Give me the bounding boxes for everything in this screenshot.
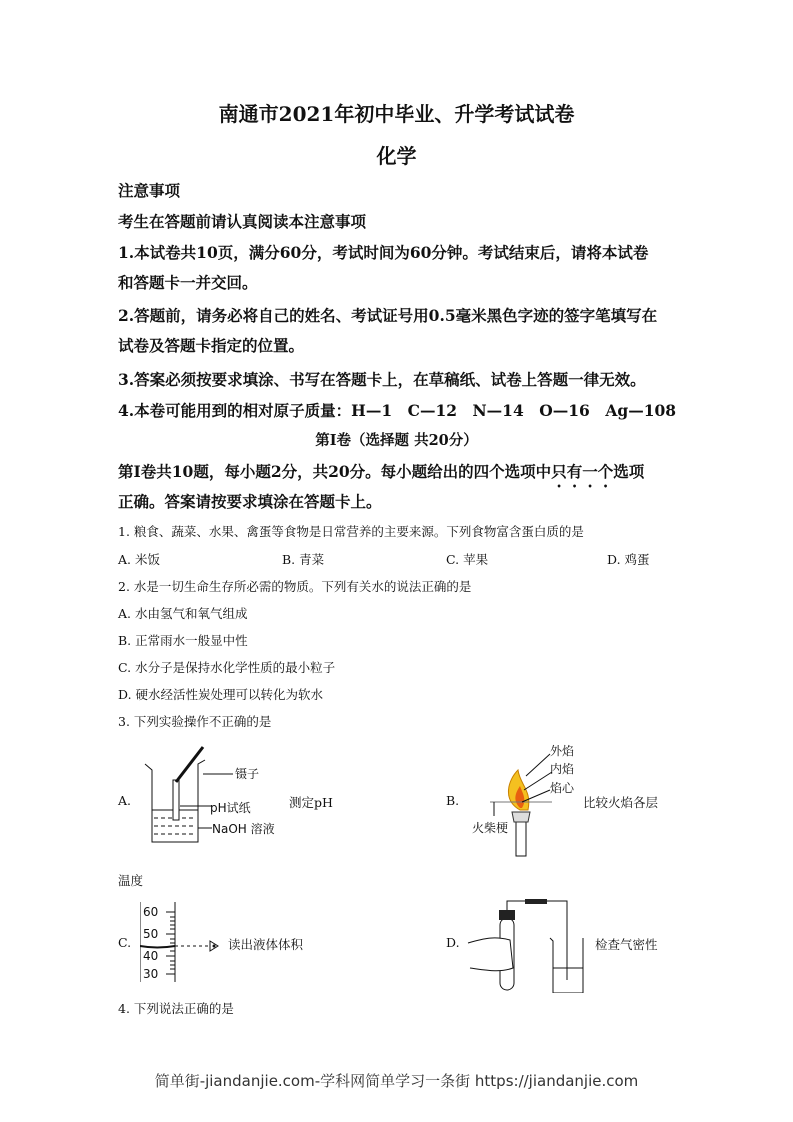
section-desc-2: 正确。答案请按要求填涂在答题卡上。 (118, 492, 382, 511)
tick-40: 40 (143, 949, 159, 963)
q3-option-c-letter: C. (118, 935, 132, 950)
notice-item: 试卷及答题卡指定的位置。 (118, 336, 305, 355)
notice-item: 和答题卡一并交回。 (118, 273, 258, 292)
label-matchstick: 火柴梗 (472, 821, 509, 835)
tick-50: 50 (143, 927, 159, 941)
q3-option-a-letter: A. (118, 793, 132, 808)
notice-item: 1.本试卷共10页，满分60分，考试时间为60分钟。考试结束后，请将本试卷 (118, 243, 649, 262)
q1-option-d: D. 鸡蛋 (607, 552, 650, 567)
q3-option-b-caption: 比较火焰各层 (583, 795, 659, 810)
q3-option-c-caption: 读出液体体积 (228, 937, 304, 952)
q2-option-a: A. 水由氢气和氧气组成 (118, 606, 248, 621)
q3-option-a-caption: 测定pH (289, 795, 333, 810)
q3-extra-text: 温度 (118, 873, 144, 888)
section-desc (118, 460, 644, 491)
q2-option-b: B. 正常雨水一般显中性 (118, 633, 248, 648)
label-naoh: NaOH 溶液 (212, 822, 275, 836)
tick-30: 30 (143, 967, 159, 981)
tick-60: 60 (143, 905, 159, 919)
question-1-stem: 1. 粮食、蔬菜、水果、禽蛋等食物是日常营养的主要来源。下列食物富含蛋白质的是 (118, 524, 584, 539)
section-desc-text: 选项 (613, 462, 645, 481)
label-inner-flame: 内焰 (550, 762, 575, 776)
label-flame-core: 焰心 (550, 781, 575, 795)
q1-option-b: B. 青菜 (282, 552, 325, 567)
section-title: 第Ⅰ卷（选择题 共20分） (315, 432, 478, 449)
exam-title: 南通市2021年初中毕业、升学考试试卷 (218, 102, 575, 126)
notice-item: 4.本卷可能用到的相对原子质量：H—1 C—12 N—14 O—16 Ag—108 (118, 401, 677, 420)
question-3-stem: 3. 下列实验操作不正确的是 (118, 714, 272, 729)
q3-option-d-caption: 检查气密性 (595, 937, 658, 952)
section-desc-text: 第Ⅰ卷共10题，每小题2分，共20分。每小题给出的四个选项中 (118, 462, 552, 481)
page-footer: 简单街-jiandanjie.com-学科网简单学习一条街 https://jiandanjie.com (154, 1072, 639, 1090)
flame-figure (460, 740, 590, 860)
label-ph-paper: pH试纸 (210, 801, 251, 815)
notice-item: 3.答案必须按要求填涂、书写在答题卡上，在草稿纸、试卷上答题一律无效。 (118, 370, 646, 389)
notice-item: 2.答题前，请务必将自己的姓名、考试证号用0.5毫米黑色字迹的签字笔填写在 (118, 306, 658, 325)
subject-title: 化学 (376, 144, 417, 168)
label-tweezers: 镊子 (235, 767, 260, 781)
notice-intro: 考生在答题前请认真阅读本注意事项 (118, 212, 367, 231)
question-4-stem: 4. 下列说法正确的是 (118, 1001, 234, 1016)
airtightness-figure (465, 898, 595, 993)
emphasis-text: 只有一个 (551, 462, 614, 481)
ph-test-figure (140, 742, 290, 847)
question-2-stem: 2. 水是一切生命生存所必需的物质。下列有关水的说法正确的是 (118, 579, 472, 594)
q1-option-c: C. 苹果 (446, 552, 489, 567)
q1-option-a: A. 米饭 (118, 552, 160, 567)
q3-option-b-letter: B. (446, 793, 460, 808)
notice-heading: 注意事项 (118, 181, 181, 200)
q3-option-d-letter: D. (446, 935, 460, 950)
q2-option-d: D. 硬水经活性炭处理可以转化为软水 (118, 687, 324, 702)
q2-option-c: C. 水分子是保持水化学性质的最小粒子 (118, 660, 336, 675)
label-outer-flame: 外焰 (550, 744, 575, 758)
graduated-cylinder-figure (140, 900, 240, 990)
